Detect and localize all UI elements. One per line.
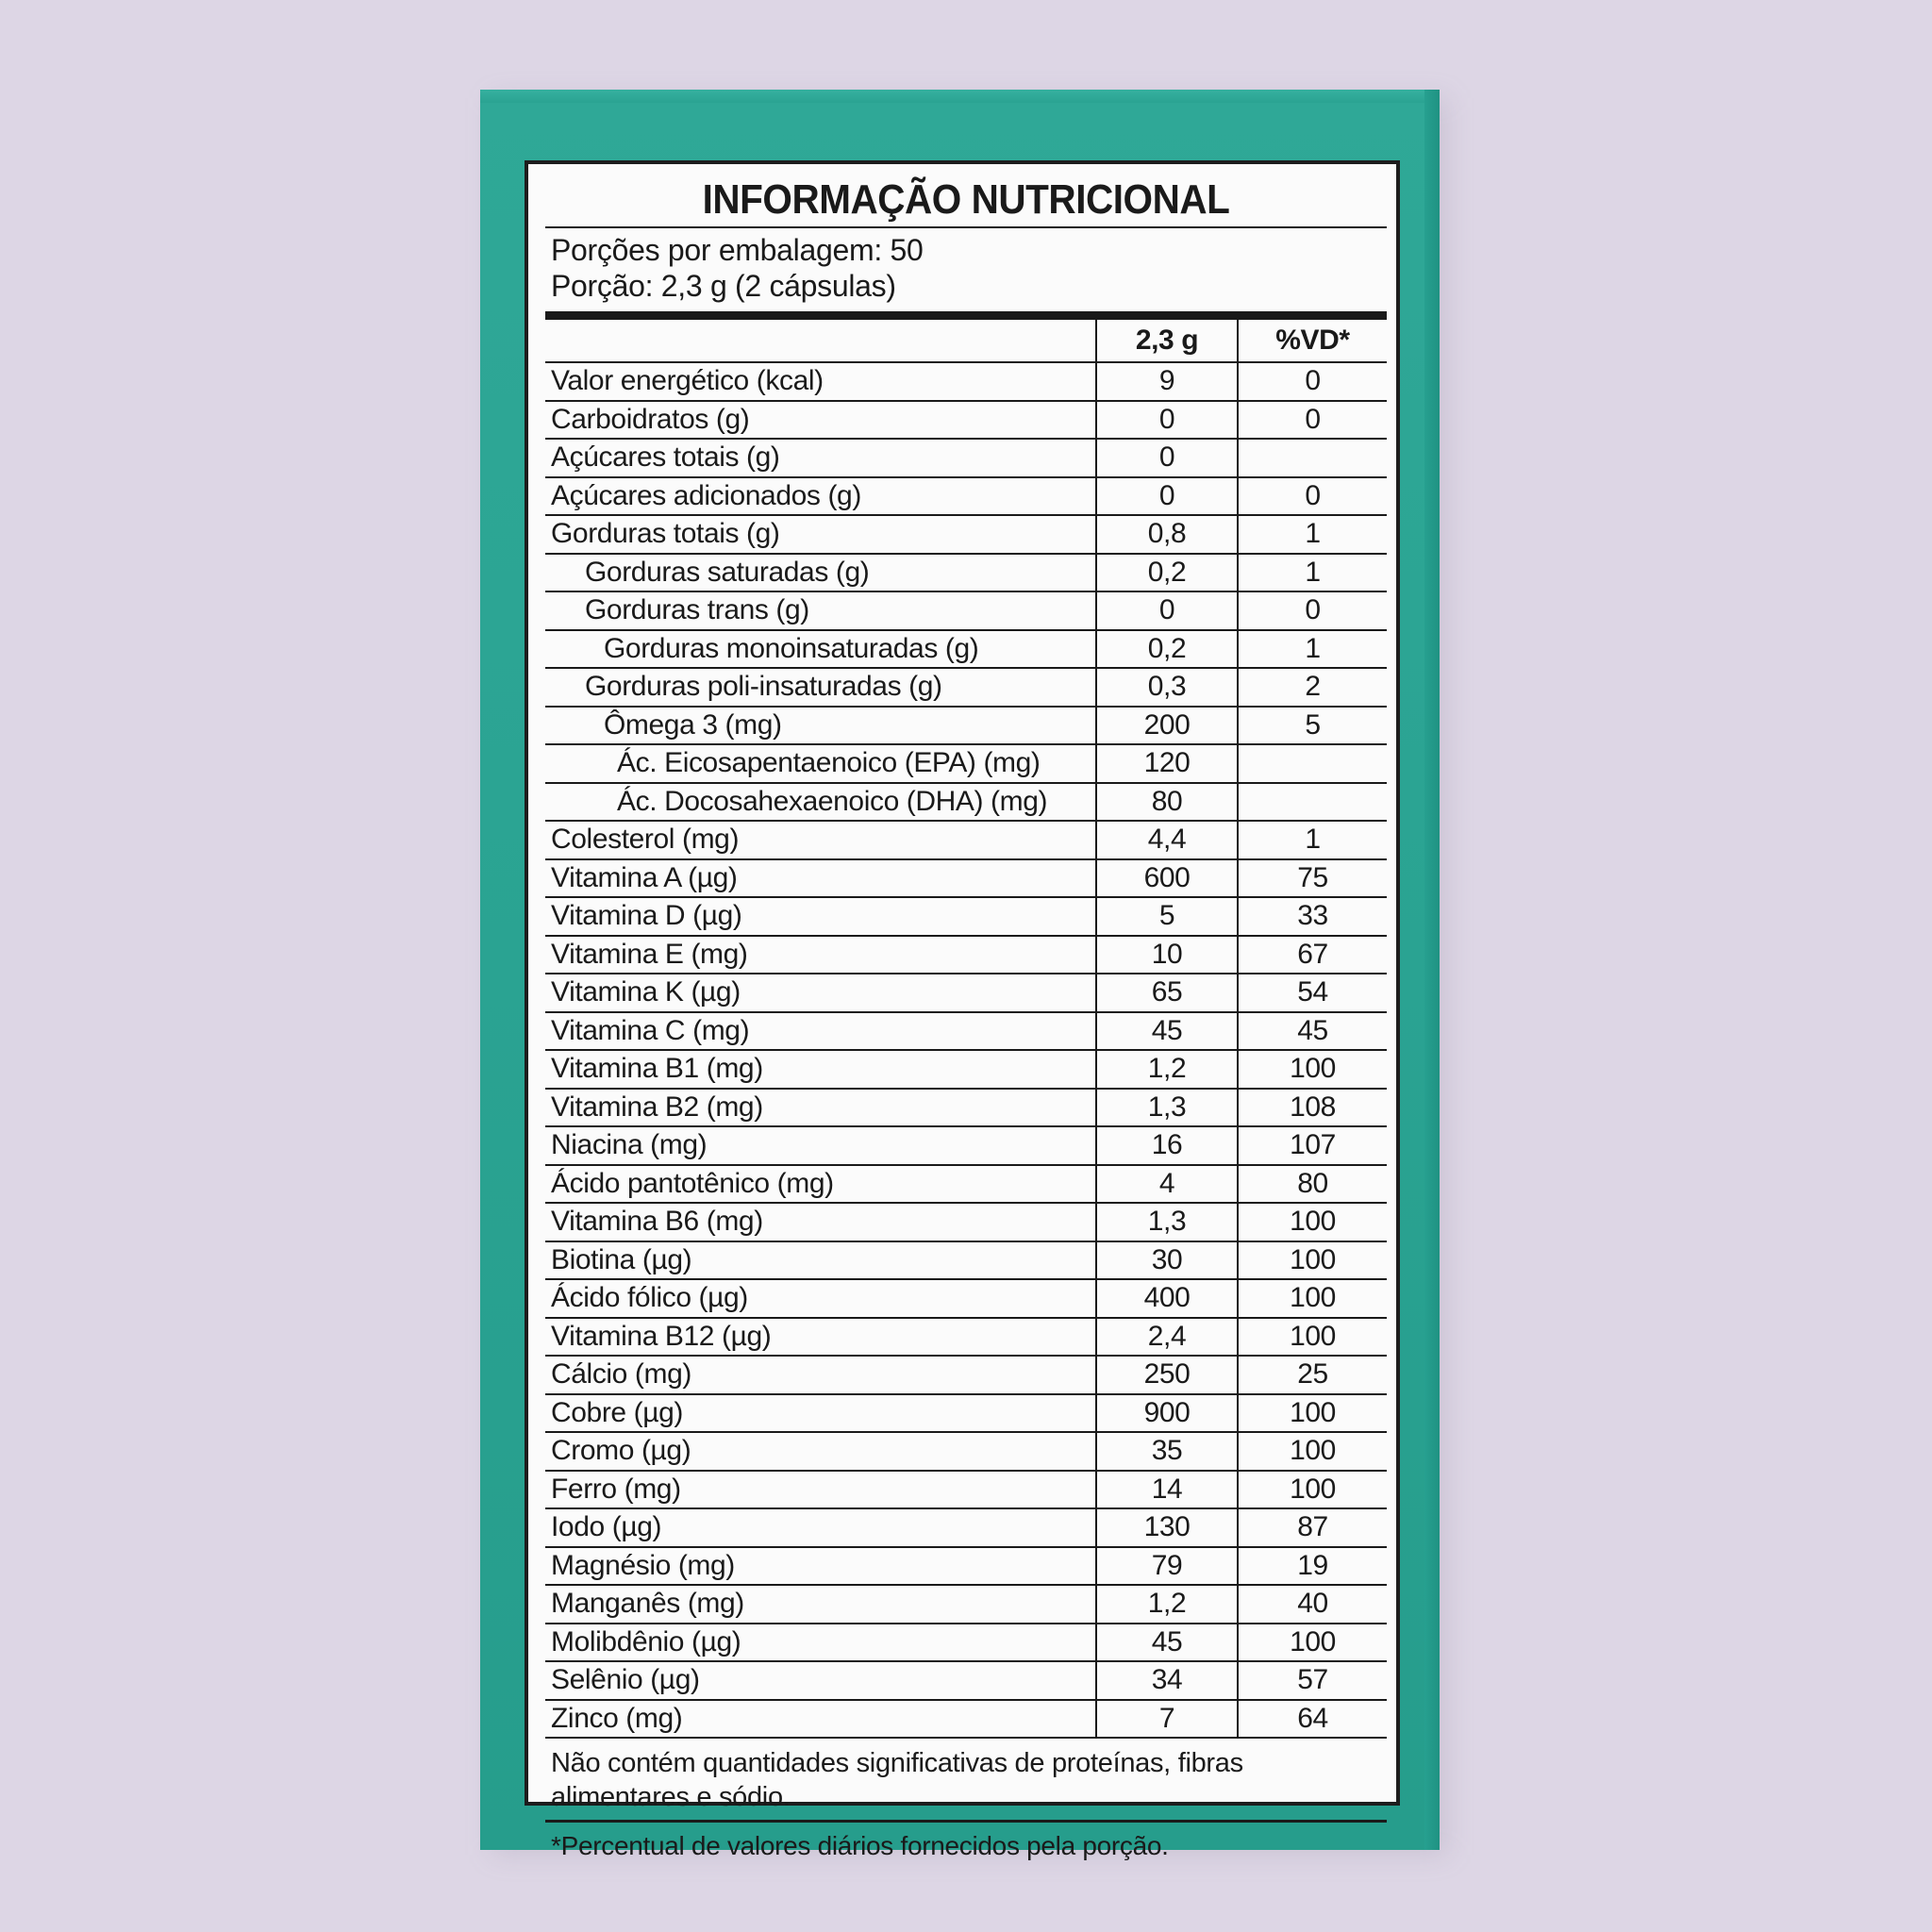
table-row	[545, 1585, 1387, 1624]
nutrient-daily-value: 0	[1238, 362, 1387, 401]
table-row	[545, 668, 1387, 707]
nutrient-name: Gorduras totais (g)	[545, 515, 1096, 554]
nutrient-quantity: 4,4	[1096, 821, 1238, 859]
nutrient-daily-value: 1	[1238, 630, 1387, 669]
nutrient-name: Ácido pantotênico (mg)	[545, 1165, 1096, 1204]
nutrient-daily-value	[1238, 439, 1387, 477]
nutrient-daily-value: 100	[1238, 1432, 1387, 1471]
nutrient-name: Vitamina A (µg)	[545, 859, 1096, 898]
nutrient-daily-value: 19	[1238, 1547, 1387, 1586]
servings-per-package: Porções por embalagem: 50	[551, 233, 924, 267]
nutrient-daily-value: 0	[1238, 401, 1387, 440]
nutrient-name: Ácido fólico (µg)	[545, 1279, 1096, 1318]
nutrition-table	[545, 320, 1387, 1739]
nutrient-daily-value: 100	[1238, 1050, 1387, 1089]
nutrient-name: Vitamina C (mg)	[545, 1012, 1096, 1051]
nutrient-quantity: 200	[1096, 707, 1238, 745]
nutrient-name: Vitamina E (mg)	[545, 936, 1096, 974]
nutrient-name: Vitamina B6 (mg)	[545, 1203, 1096, 1241]
nutrient-name: Açúcares adicionados (g)	[545, 477, 1096, 516]
nutrient-daily-value: 40	[1238, 1585, 1387, 1624]
nutrient-daily-value: 0	[1238, 591, 1387, 630]
nutrient-daily-value: 64	[1238, 1700, 1387, 1739]
nutrient-daily-value: 25	[1238, 1356, 1387, 1394]
table-row	[545, 821, 1387, 859]
nutrient-daily-value: 87	[1238, 1508, 1387, 1547]
nutrient-name: Açúcares totais (g)	[545, 439, 1096, 477]
table-row	[545, 1318, 1387, 1357]
nutrient-quantity: 45	[1096, 1624, 1238, 1662]
nutrient-quantity: 250	[1096, 1356, 1238, 1394]
nutrient-name: Ferro (mg)	[545, 1471, 1096, 1509]
nutrient-daily-value: 1	[1238, 821, 1387, 859]
table-row	[545, 1165, 1387, 1204]
table-row	[545, 1624, 1387, 1662]
nutrient-quantity: 0	[1096, 401, 1238, 440]
nutrient-quantity: 7	[1096, 1700, 1238, 1739]
table-row	[545, 707, 1387, 745]
nutrient-name: Magnésio (mg)	[545, 1547, 1096, 1586]
nutrient-quantity: 600	[1096, 859, 1238, 898]
nutrient-name: Selênio (µg)	[545, 1661, 1096, 1700]
table-row	[545, 1432, 1387, 1471]
nutrient-quantity: 14	[1096, 1471, 1238, 1509]
nutrient-quantity: 0,3	[1096, 668, 1238, 707]
table-row	[545, 1241, 1387, 1280]
nutrient-quantity: 45	[1096, 1012, 1238, 1051]
nutrient-daily-value	[1238, 744, 1387, 783]
table-row	[545, 362, 1387, 401]
nutrient-name: Vitamina B1 (mg)	[545, 1050, 1096, 1089]
nutrient-daily-value: 54	[1238, 974, 1387, 1012]
table-row	[545, 439, 1387, 477]
table-row	[545, 974, 1387, 1012]
nutrient-daily-value: 100	[1238, 1241, 1387, 1280]
table-header-row	[545, 320, 1387, 362]
nutrient-quantity: 1,3	[1096, 1203, 1238, 1241]
nutrient-name: Valor energético (kcal)	[545, 362, 1096, 401]
nutrient-daily-value: 1	[1238, 515, 1387, 554]
table-row	[545, 401, 1387, 440]
nutrient-name: Gorduras poli-insaturadas (g)	[545, 668, 1096, 707]
nutrient-daily-value: 80	[1238, 1165, 1387, 1204]
nutrient-quantity: 34	[1096, 1661, 1238, 1700]
nutrient-name: Gorduras saturadas (g)	[545, 554, 1096, 592]
nutrient-daily-value: 100	[1238, 1279, 1387, 1318]
nutrient-quantity: 4	[1096, 1165, 1238, 1204]
table-row	[545, 783, 1387, 822]
nutrient-quantity: 1,3	[1096, 1089, 1238, 1127]
nutrient-daily-value: 45	[1238, 1012, 1387, 1051]
nutrient-name: Ômega 3 (mg)	[545, 707, 1096, 745]
table-row	[545, 1203, 1387, 1241]
nutrient-daily-value: 67	[1238, 936, 1387, 974]
label-title: INFORMAÇÃO NUTRICIONAL	[702, 176, 1230, 223]
table-row	[545, 515, 1387, 554]
nutrient-quantity: 65	[1096, 974, 1238, 1012]
table-row	[545, 1508, 1387, 1547]
nutrient-quantity: 79	[1096, 1547, 1238, 1586]
nutrient-daily-value: 33	[1238, 897, 1387, 936]
table-row	[545, 591, 1387, 630]
nutrient-quantity: 80	[1096, 783, 1238, 822]
nutrient-quantity: 0,8	[1096, 515, 1238, 554]
nutrient-name: Ác. Docosahexaenoico (DHA) (mg)	[545, 783, 1096, 822]
table-row	[545, 1700, 1387, 1739]
nutrient-quantity: 400	[1096, 1279, 1238, 1318]
nutrient-name: Ác. Eicosapentaenoico (EPA) (mg)	[545, 744, 1096, 783]
table-row	[545, 554, 1387, 592]
table-row	[545, 1089, 1387, 1127]
nutrient-name: Vitamina K (µg)	[545, 974, 1096, 1012]
table-row	[545, 744, 1387, 783]
nutrient-quantity: 5	[1096, 897, 1238, 936]
table-row	[545, 1661, 1387, 1700]
nutrition-label-content	[545, 174, 1387, 1862]
nutrient-daily-value: 108	[1238, 1089, 1387, 1127]
table-row	[545, 630, 1387, 669]
nutrient-daily-value: 57	[1238, 1661, 1387, 1700]
nutrient-daily-value: 100	[1238, 1624, 1387, 1662]
nutrient-name: Vitamina B2 (mg)	[545, 1089, 1096, 1127]
table-row	[545, 1126, 1387, 1165]
header-name-cell	[545, 320, 1096, 362]
nutrient-quantity: 900	[1096, 1394, 1238, 1433]
nutrient-quantity: 0	[1096, 591, 1238, 630]
table-row	[545, 1012, 1387, 1051]
nutrient-quantity: 0	[1096, 477, 1238, 516]
nutrient-name: Niacina (mg)	[545, 1126, 1096, 1165]
nutrient-daily-value: 107	[1238, 1126, 1387, 1165]
nutrient-name: Manganês (mg)	[545, 1585, 1096, 1624]
table-row	[545, 897, 1387, 936]
nutrient-name: Iodo (µg)	[545, 1508, 1096, 1547]
table-row	[545, 1356, 1387, 1394]
nutrient-name: Zinco (mg)	[545, 1700, 1096, 1739]
product-box-top-edge	[480, 90, 1440, 103]
nutrient-daily-value	[1238, 783, 1387, 822]
nutrient-quantity: 1,2	[1096, 1050, 1238, 1089]
nutrient-name: Gorduras monoinsaturadas (g)	[545, 630, 1096, 669]
header-quantity-cell: 2,3 g	[1096, 320, 1238, 362]
nutrient-quantity: 30	[1096, 1241, 1238, 1280]
nutrient-quantity: 0,2	[1096, 630, 1238, 669]
nutrient-daily-value: 100	[1238, 1203, 1387, 1241]
nutrient-name: Biotina (µg)	[545, 1241, 1096, 1280]
daily-value-footnote: *Percentual de valores diários fornecidos pela porção.	[551, 1831, 1169, 1860]
nutrition-label	[525, 160, 1400, 1860]
nutrient-quantity: 10	[1096, 936, 1238, 974]
serving-size: Porção: 2,3 g (2 cápsulas)	[551, 269, 896, 303]
nutrient-name: Molibdênio (µg)	[545, 1624, 1096, 1662]
serving-info	[545, 228, 1387, 311]
nutrient-name: Carboidratos (g)	[545, 401, 1096, 440]
nutrient-name: Vitamina D (µg)	[545, 897, 1096, 936]
nutrient-quantity: 16	[1096, 1126, 1238, 1165]
nutrient-quantity: 0,2	[1096, 554, 1238, 592]
nutrient-quantity: 2,4	[1096, 1318, 1238, 1357]
product-box-side-edge	[1424, 90, 1440, 1850]
nutrient-name: Cálcio (mg)	[545, 1356, 1096, 1394]
nutrient-daily-value: 75	[1238, 859, 1387, 898]
table-row	[545, 477, 1387, 516]
table-row	[545, 936, 1387, 974]
table-row	[545, 1279, 1387, 1318]
no-significant-amounts-note: Não contém quantidades significativas de proteínas, fibras alimentares e sódio.	[551, 1748, 1243, 1812]
nutrient-quantity: 9	[1096, 362, 1238, 401]
table-row	[545, 1471, 1387, 1509]
nutrient-quantity: 35	[1096, 1432, 1238, 1471]
nutrient-name: Gorduras trans (g)	[545, 591, 1096, 630]
nutrient-daily-value: 100	[1238, 1471, 1387, 1509]
table-row	[545, 859, 1387, 898]
table-row	[545, 1547, 1387, 1586]
header-daily-value-cell: %VD*	[1238, 320, 1387, 362]
nutrient-daily-value: 5	[1238, 707, 1387, 745]
nutrient-name: Cromo (µg)	[545, 1432, 1096, 1471]
nutrient-quantity: 1,2	[1096, 1585, 1238, 1624]
nutrient-daily-value: 2	[1238, 668, 1387, 707]
nutrient-name: Colesterol (mg)	[545, 821, 1096, 859]
nutrient-name: Cobre (µg)	[545, 1394, 1096, 1433]
nutrient-daily-value: 100	[1238, 1394, 1387, 1433]
table-row	[545, 1050, 1387, 1089]
nutrient-daily-value: 0	[1238, 477, 1387, 516]
table-row	[545, 1394, 1387, 1433]
thick-divider	[545, 311, 1387, 320]
nutrient-quantity: 130	[1096, 1508, 1238, 1547]
nutrient-daily-value: 100	[1238, 1318, 1387, 1357]
nutrient-quantity: 0	[1096, 439, 1238, 477]
nutrient-quantity: 120	[1096, 744, 1238, 783]
nutrient-daily-value: 1	[1238, 554, 1387, 592]
nutrient-name: Vitamina B12 (µg)	[545, 1318, 1096, 1357]
